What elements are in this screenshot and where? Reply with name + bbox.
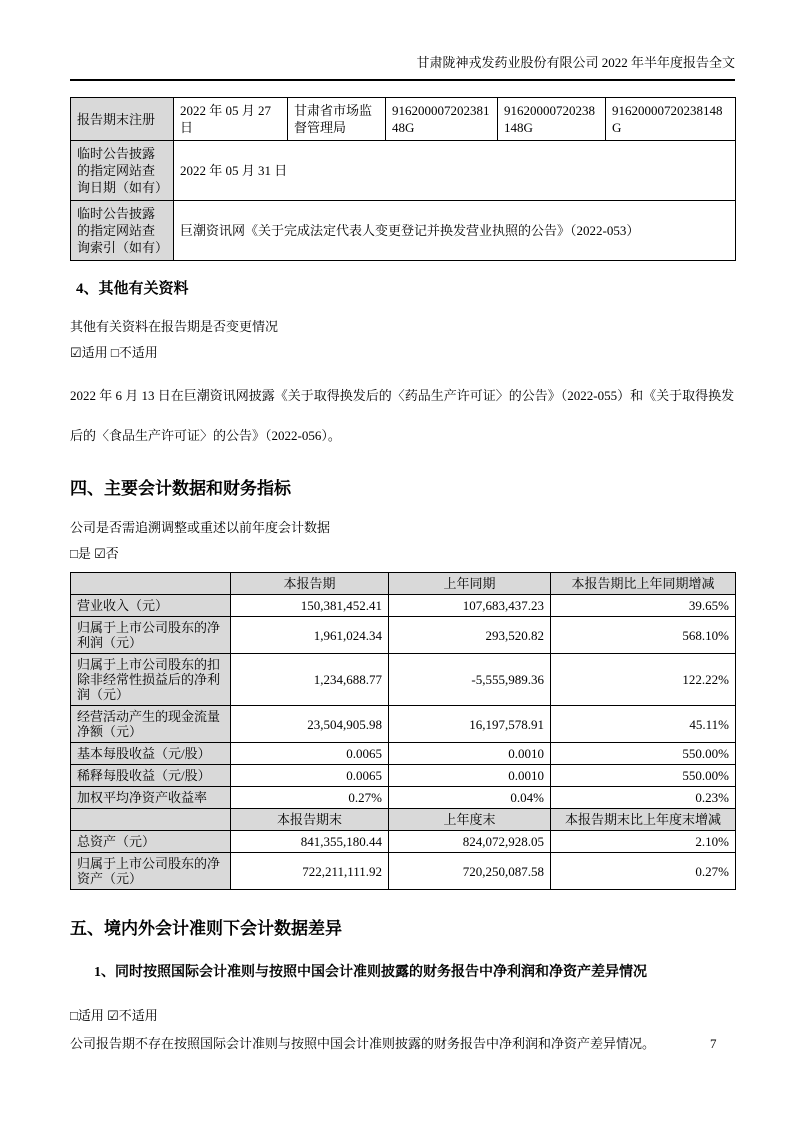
info-value: 91620000720238148G <box>498 98 606 141</box>
fin-value-current: 1,234,688.77 <box>231 654 389 706</box>
fin-value-prior: 16,197,578.91 <box>389 706 551 743</box>
fin-col-header-blank <box>71 573 231 595</box>
metric-row <box>71 831 736 853</box>
section-heading-financial-indicators: 四、主要会计数据和财务指标 <box>70 479 291 498</box>
fin-value-change: 2.10% <box>551 831 736 853</box>
ifrs-checkbox-line: □适用 ☑不适用 <box>70 1008 158 1023</box>
fin-label: 基本每股收益（元/股） <box>71 743 231 765</box>
eop-header-row <box>71 809 736 831</box>
fin-value-current: 23,504,905.98 <box>231 706 389 743</box>
fin-value-change: 0.27% <box>551 853 736 890</box>
fin-label: 总资产（元） <box>71 831 231 853</box>
fin-value-prior: 107,683,437.23 <box>389 595 551 617</box>
metric-row <box>71 853 736 890</box>
ifrs-diff-paragraph: 公司报告期不存在按照国际会计准则与按照中国会计准则披露的财务报告中净利润和净资产差异情况。 <box>70 1036 656 1051</box>
fin-value-current: 1,961,024.34 <box>231 617 389 654</box>
fin-value-prior: 0.0010 <box>389 765 551 787</box>
info-label: 报告期末注册 <box>71 98 174 141</box>
info-label: 临时公告披露的指定网站查询日期（如有） <box>71 141 174 201</box>
fin-value-change: 45.11% <box>551 706 736 743</box>
page-number: 7 <box>710 1036 717 1051</box>
fin-col-header-current: 本报告期 <box>231 573 389 595</box>
fin-value-change: 550.00% <box>551 743 736 765</box>
fin-col-header-eop-change: 本报告期末比上年度末增减 <box>551 809 736 831</box>
fin-label: 经营活动产生的现金流量净额（元） <box>71 706 231 743</box>
fin-label: 归属于上市公司股东的净资产（元） <box>71 853 231 890</box>
info-value: 甘肃省市场监督管理局 <box>288 98 386 141</box>
info-value: 91620000720238148G <box>606 98 736 141</box>
fin-value-prior: 720,250,087.58 <box>389 853 551 890</box>
section-heading-accounting-diff: 五、境内外会计准则下会计数据差异 <box>70 919 342 938</box>
fin-value-change: 550.00% <box>551 765 736 787</box>
metric-row <box>71 787 736 809</box>
restatement-question: 公司是否需追溯调整或重述以前年度会计数据 <box>70 520 331 535</box>
fin-value-prior: 0.0010 <box>389 743 551 765</box>
running-header-title: 甘肃陇神戎发药业股份有限公司 2022 年半年度报告全文 <box>70 0 735 81</box>
table-row <box>71 141 736 201</box>
fin-value-current: 841,355,180.44 <box>231 831 389 853</box>
metric-row <box>71 654 736 706</box>
fin-col-header-eop-prior: 上年度末 <box>389 809 551 831</box>
disclosure-paragraph: 2022 年 6 月 13 日在巨潮资讯网披露《关于取得换发后的〈药品生产许可证〉的公告》（2022-055）和《关于取得换发后的〈食品生产许可证〉的公告》（2022-056）。 <box>70 388 735 443</box>
period-header-row <box>71 573 736 595</box>
fin-value-change: 39.65% <box>551 595 736 617</box>
info-value: 91620000720238148G <box>386 98 498 141</box>
metric-row <box>71 706 736 743</box>
metric-row <box>71 617 736 654</box>
fin-value-prior: 824,072,928.05 <box>389 831 551 853</box>
table-row <box>71 98 736 141</box>
metric-row <box>71 743 736 765</box>
subheading-ifrs-cas-diff: 1、同时按照国际会计准则与按照中国会计准则披露的财务报告中净利润和净资产差异情况 <box>94 965 647 980</box>
other-info-checkbox-line: ☑适用 □不适用 <box>70 345 158 360</box>
other-info-question: 其他有关资料在报告期是否变更情况 <box>70 319 279 334</box>
restatement-checkbox-line: □是 ☑否 <box>70 546 119 561</box>
registration-info-table <box>70 97 736 261</box>
fin-value-current: 722,211,111.92 <box>231 853 389 890</box>
fin-value-change: 122.22% <box>551 654 736 706</box>
info-label: 临时公告披露的指定网站查询索引（如有） <box>71 201 174 261</box>
info-value: 巨潮资讯网《关于完成法定代表人变更登记并换发营业执照的公告》（2022-053） <box>174 201 736 261</box>
fin-label: 加权平均净资产收益率 <box>71 787 231 809</box>
fin-value-change: 0.23% <box>551 787 736 809</box>
metric-row <box>71 595 736 617</box>
table-row <box>71 201 736 261</box>
fin-value-prior: 0.04% <box>389 787 551 809</box>
fin-col-header-eop-current: 本报告期末 <box>231 809 389 831</box>
fin-value-current: 0.27% <box>231 787 389 809</box>
info-value: 2022 年 05 月 31 日 <box>174 141 736 201</box>
fin-col-header-change: 本报告期比上年同期增减 <box>551 573 736 595</box>
fin-label: 稀释每股收益（元/股） <box>71 765 231 787</box>
fin-col-header-blank <box>71 809 231 831</box>
fin-value-current: 150,381,452.41 <box>231 595 389 617</box>
fin-label: 归属于上市公司股东的扣除非经常性损益后的净利润（元） <box>71 654 231 706</box>
financial-indicators-table <box>70 572 736 890</box>
fin-value-current: 0.0065 <box>231 765 389 787</box>
fin-value-prior: 293,520.82 <box>389 617 551 654</box>
section-heading-other-info: 4、其他有关资料 <box>76 281 189 297</box>
fin-col-header-prior: 上年同期 <box>389 573 551 595</box>
fin-value-prior: -5,555,989.36 <box>389 654 551 706</box>
fin-value-change: 568.10% <box>551 617 736 654</box>
fin-label: 营业收入（元） <box>71 595 231 617</box>
page-content <box>70 0 735 1053</box>
metric-row <box>71 765 736 787</box>
fin-label: 归属于上市公司股东的净利润（元） <box>71 617 231 654</box>
fin-value-current: 0.0065 <box>231 743 389 765</box>
info-value: 2022 年 05 月 27 日 <box>174 98 288 141</box>
